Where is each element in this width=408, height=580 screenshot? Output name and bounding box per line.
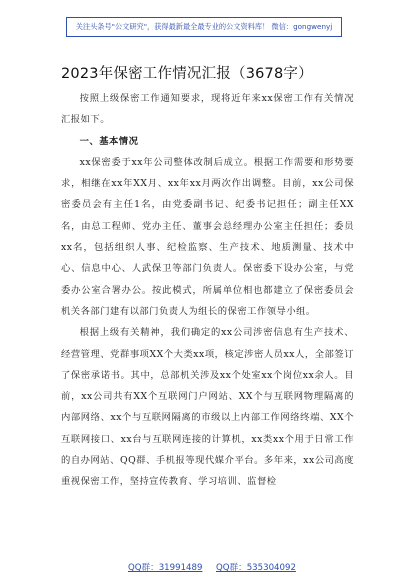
section-heading: 一、基本情况 [79,135,139,147]
body-paragraph: 根据上级有关精神，我们确定的xx公司涉密信息有生产技术、经营管理、党群事项XX个大类xx项，核定涉密人员xx人，全部签订了保密承诺书。其中，总部机关涉及xx个处室xx个岗位xx余人。目前，xx公司共有XX个互联网门户网站、XX个与互联网物理隔离的内部网络、xx个与互联网隔离的市级以上内部工作网络终端、XX个互联网接口、xx台与互联网连接的计算机，xx类xx个用于日常工作的自办网站、QQ群、手机报等现代媒介平台。多年来，xx公司高度重视保密工作，坚持宣传教育、学习培训、监督检 [61,327,354,488]
qq-group-link[interactable]: QQ群：31991489 [128,563,203,573]
intro-paragraph: 按照上级保密工作通知要求，现将近年来xx保密工作有关情况汇报如下。 [61,93,354,126]
document-body [61,88,354,493]
qq-group-link[interactable]: QQ群：535304092 [216,563,296,573]
footer [0,561,408,575]
promo-banner: 关注头条号"公文研究"，获得最新最全最专业的公文资料库！ 微信：gongwenyj [66,17,342,37]
document-title: 2023年保密工作情况汇报（3678字） [61,66,313,82]
body-paragraph: xx保密委于xx年公司整体改制后成立。根据工作需要和形势要求，相继在xx年XX月、xx年xx月两次作出调整。目前，xx公司保密委员会有主任1名，由党委副书记、纪委书记担任；副主任XX名，由总工程师、党办主任、董事会总经理办公室主任担任；委员xx名，包括组织人事、纪检监察、生产技术、地质测量、技术中心、信息中心、人武保卫等部门负责人。保密委下设办公室，与党委办公室合署办公。按此模式，所属单位相也都建立了保密委员会机关各部门建有以部门负责人为组长的保密工作领导小组。 [61,156,354,317]
